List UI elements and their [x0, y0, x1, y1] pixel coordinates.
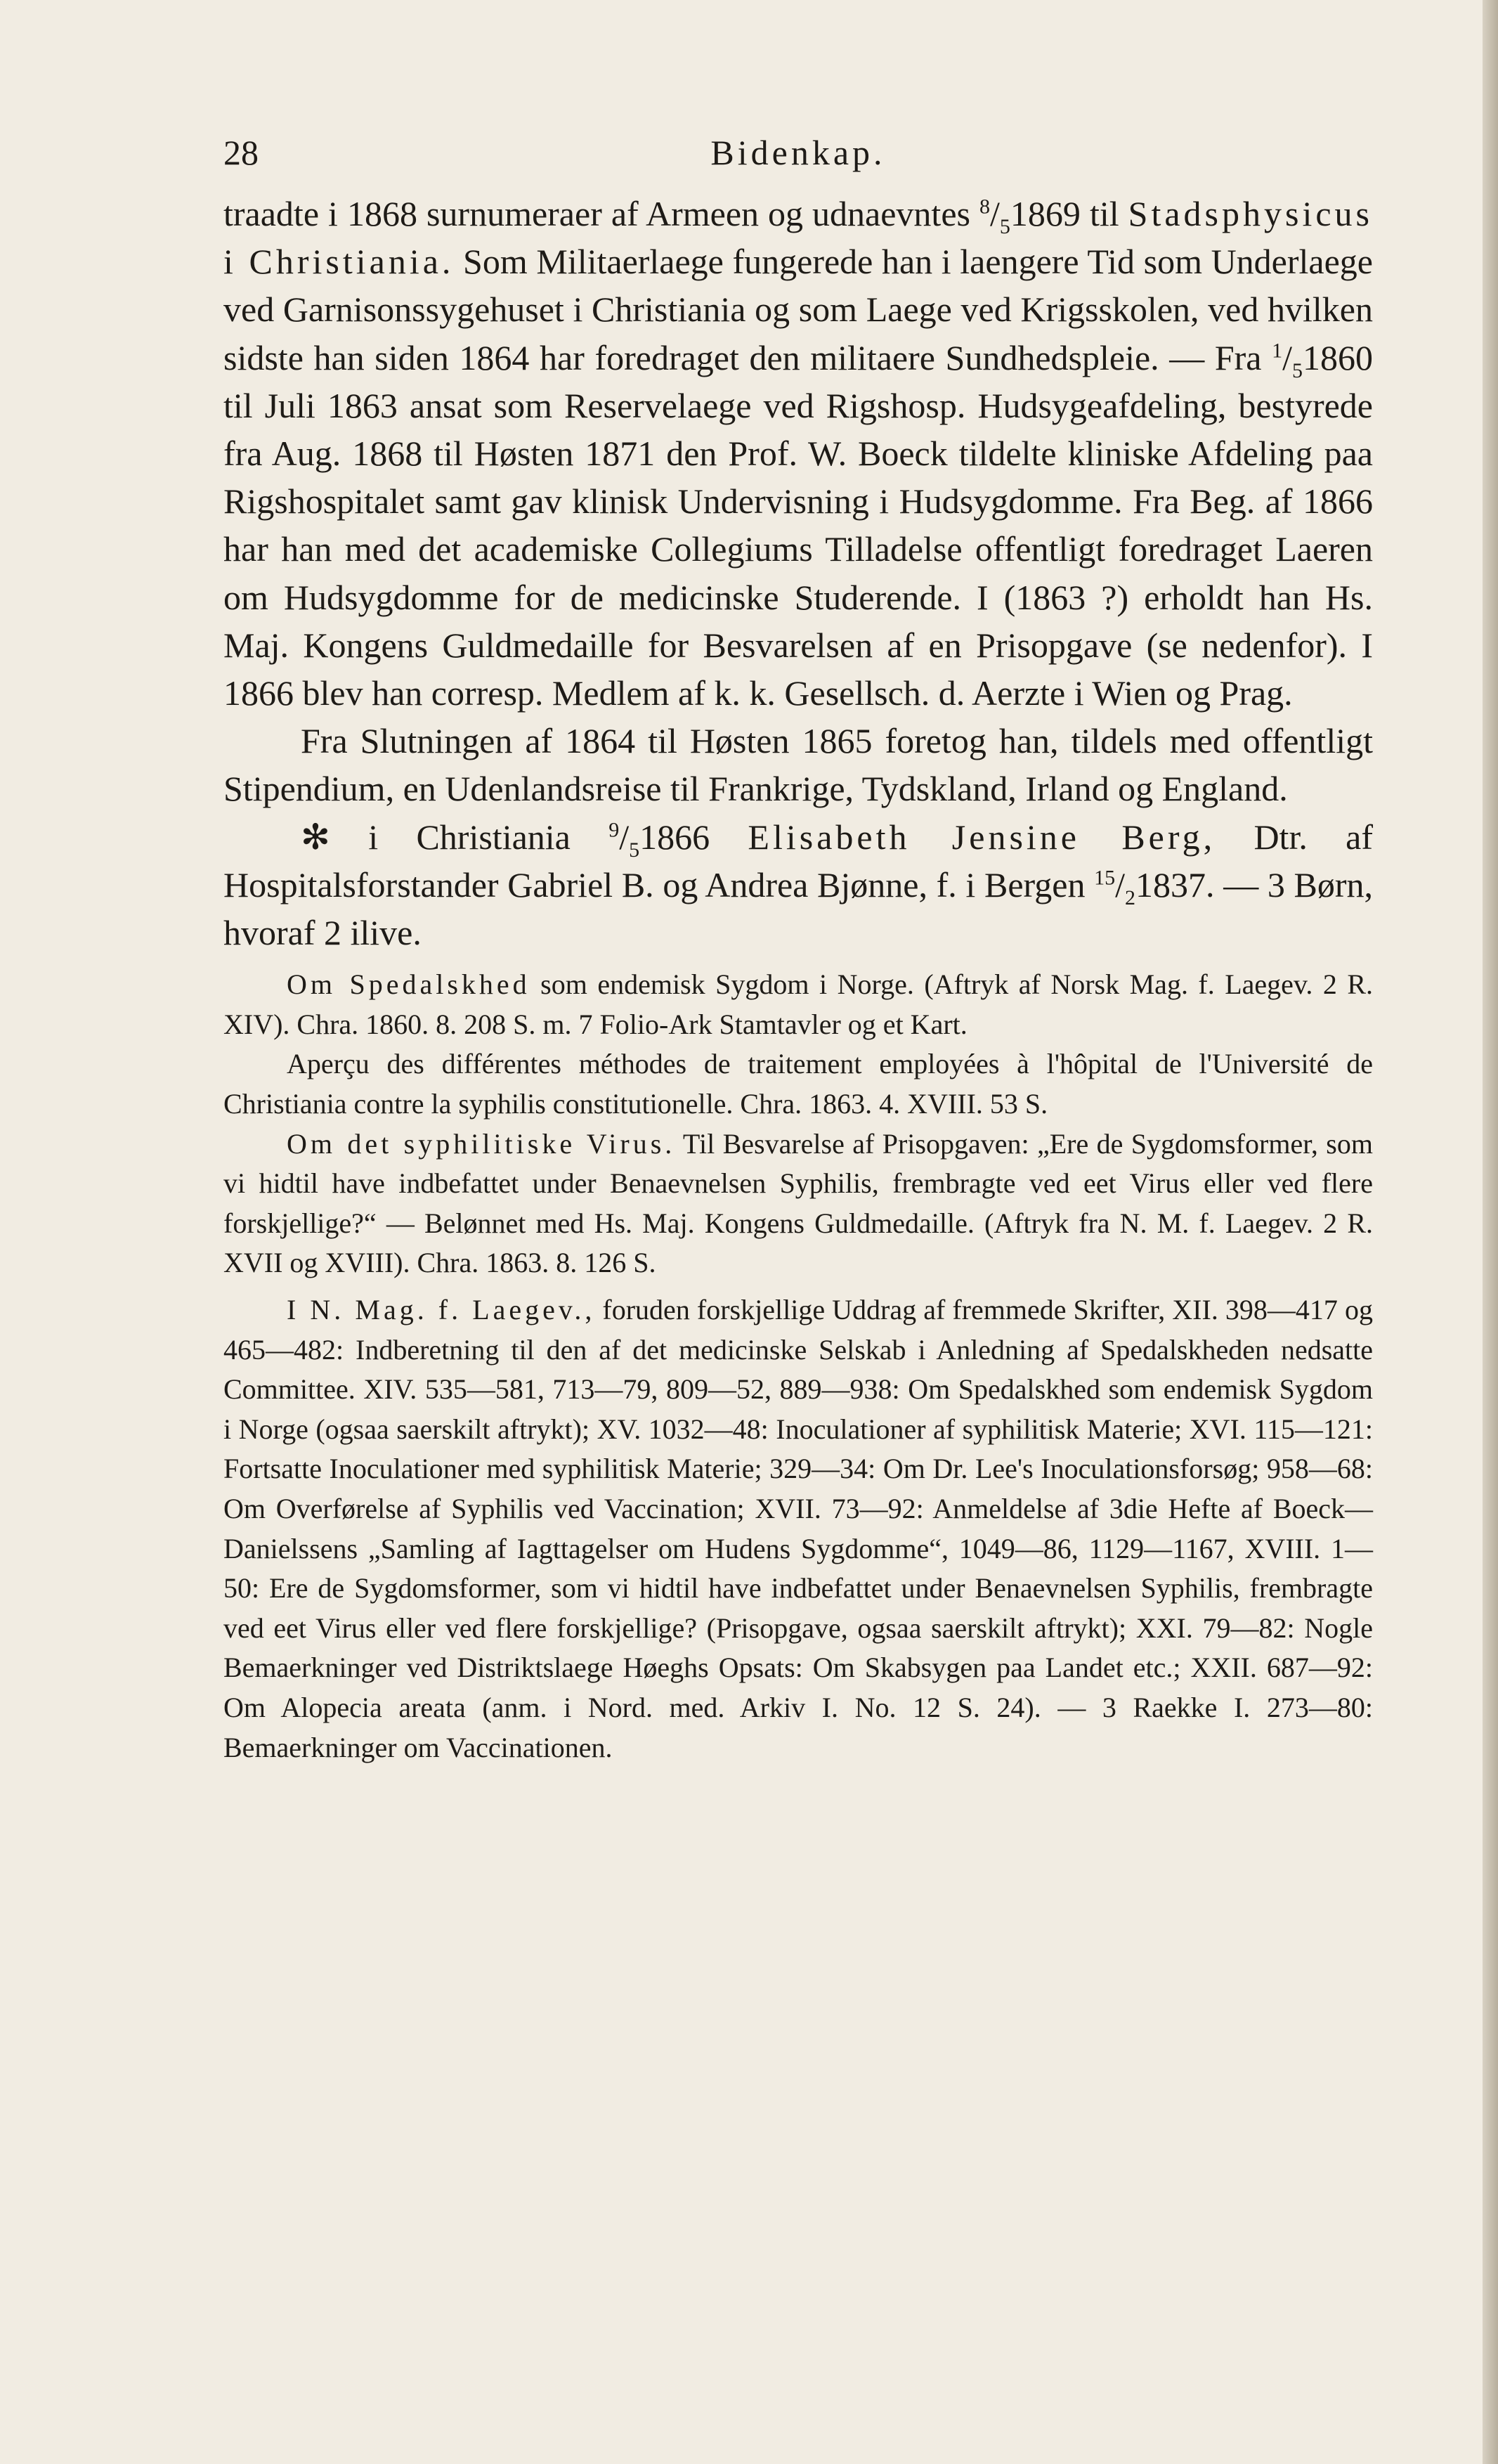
bibliography-entry: I N. Mag. f. Laegev., foruden forskjellige Uddrag af fremmede Skrifter, XII. 398—417 og 465—482: Indberetning til den af det medicinske Selskab i Anledning af Spedalskheden nedsatte Committee. XIV. 535—581, 713—79, 809—52, 889—938: Om Spedalskhed som endemisk Sygdom i Norge (ogsaa saerskilt aftrykt); XV. 1032—48: Inoculationer af syphilitisk Materie; XVI. 115—121: Fortsatte Inoculationer med syphilitisk Materie; 329—34: Om Dr. Lee's Inoculationsforsøg; 958—68: Om Overførelse af Syphilis ved Vaccination; XVII. 73—92: Anmeldelse af 3die Hefte af Boeck—Danielssens „Samling af Iagttagelser om Hudens Sygdomme“, 1049—86, 1129—1167, XVIII. 1—50: Ere de Sygdomsformer, som vi hidtil have indbefattet under Benaevnelsen Syphilis, frembragte ved eet Virus eller ved flere forskjellige? (Prisopgave, ogsaa saerskilt aftrykt); XXI. 79—82: Nogle Bemaerkninger ved Distriktslaege Høeghs Opsats: Om Skabsygen paa Landet etc.; XXII. 687—92: Om Alopecia areata (anm. i Nord. med. Arkiv I. No. 12 S. 24). — 3 Raekke I. 273—80: Bemaerkninger om Vaccinationen.	[223, 1294, 1374, 1763]
bibliography-entry: Om det syphilitiske Virus. Til Besvarelse af Prisopgaven: „Ere de Sygdomsformer, som vi hidtil have indbefattet under Benaevnelsen Syphilis, frembragte ved eet Virus eller ved flere forskjellige?“ — Belønnet med Hs. Maj. Kongens Guldmedaille. (Aftryk fra N. M. f. Laegev. 2 R. XVII og XVIII). Chra. 1863. 8. 126 S.	[223, 1127, 1373, 1279]
biography-paragraph-career: traadte i 1868 surnumeraer af Armeen og udnaevntes $^8/_51869$ til Stadsphysicus i Christiania. Som Militaerlaege fungerede han i laengere Tid som Underlaege ved Garnisonssygehuset i Christiania og som Laege ved Krigsskolen, ved hvilken sidste han siden 1864 har foredraget den militaere Sundhedspleie. — Fra $^1/_51860$ til Juli 1863 ansat som Reservelaege ved Rigshosp. Hudsygeafdeling, bestyrede fra Aug. 1868 til Høsten 1871 den Prof. W. Boeck tildelte kliniske Afdeling paa Rigshospitalet samt gav klinisk Undervisning i Hudsygdomme. Fra Beg. af 1866 har han med det academiske Collegiums Tilladelse offentligt foredraget Laeren om Hudsygdomme for de medicinske Studerende. I (1863 ?) erholdt han Hs. Maj. Kongens Guldmedaille for Besvarelsen af en Prisopgave (se nedenfor). I 1866 blev han corresp. Medlem af k. k. Gesellsch. d. Aerzte i Wien og Prag.	[223, 194, 1373, 713]
work-title: Om det syphilitiske Virus.	[287, 1127, 676, 1160]
page-number: 28	[223, 133, 259, 172]
bibliography-entry: Om Spedalskhed som endemisk Sygdom i Norge. (Aftryk af Norsk Mag. f. Laegev. 2 R. XIV). Chra. 1860. 8. 208 S. m. 7 Folio-Ark Stamtavler og et Kart.	[223, 968, 1374, 1040]
fraction-numerator: 8	[979, 195, 991, 219]
fraction-numerator: 9	[608, 817, 620, 841]
fraction-denominator: 2	[1125, 886, 1136, 909]
spouse-name: Elisabeth Jensine Berg,	[748, 817, 1216, 857]
journal-title: I N. Mag. f. Laegev.,	[287, 1294, 596, 1325]
biography-paragraph-travel: Fra Slutningen af 1864 til Høsten 1865 foretog han, tildels med offentligt Stipendium, en Udenlandsreise til Frankrige, Tydskland, Irland og England.	[223, 721, 1373, 809]
fraction-denominator: 5	[1292, 358, 1303, 382]
page-edge-shadow	[1483, 0, 1498, 2464]
married-symbol-icon: ✻	[301, 817, 330, 857]
fraction-numerator: 1	[1272, 338, 1283, 362]
fraction-numerator: 15	[1094, 866, 1116, 890]
running-title: Bidenkap.	[710, 133, 886, 172]
page-header	[223, 119, 1373, 190]
biography-text	[223, 190, 1373, 957]
bibliography	[223, 965, 1373, 1768]
emphasized-title: Stadsphysicus i Christiania.	[223, 194, 1373, 282]
biography-paragraph-marriage: ✻ i Christiania $^9/_51866$ Elisabeth Jensine Berg, Dtr. af Hospitalsforstander Gabriel B. og Andrea Bjønne, f. i Bergen $^{15}/_21837$. — 3 Børn, hvoraf 2 ilive.	[223, 817, 1374, 953]
work-title: Om Spedalskhed	[287, 968, 530, 1001]
fraction-denominator: 5	[999, 215, 1010, 238]
book-page	[223, 119, 1373, 1768]
fraction-denominator: 5	[629, 838, 640, 862]
bibliography-entry: Aperçu des différentes méthodes de traitement employées à l'hôpital de l'Université de Christiania contre la syphilis constitutionelle. Chra. 1863. 4. XVIII. 53 S.	[223, 1048, 1373, 1120]
